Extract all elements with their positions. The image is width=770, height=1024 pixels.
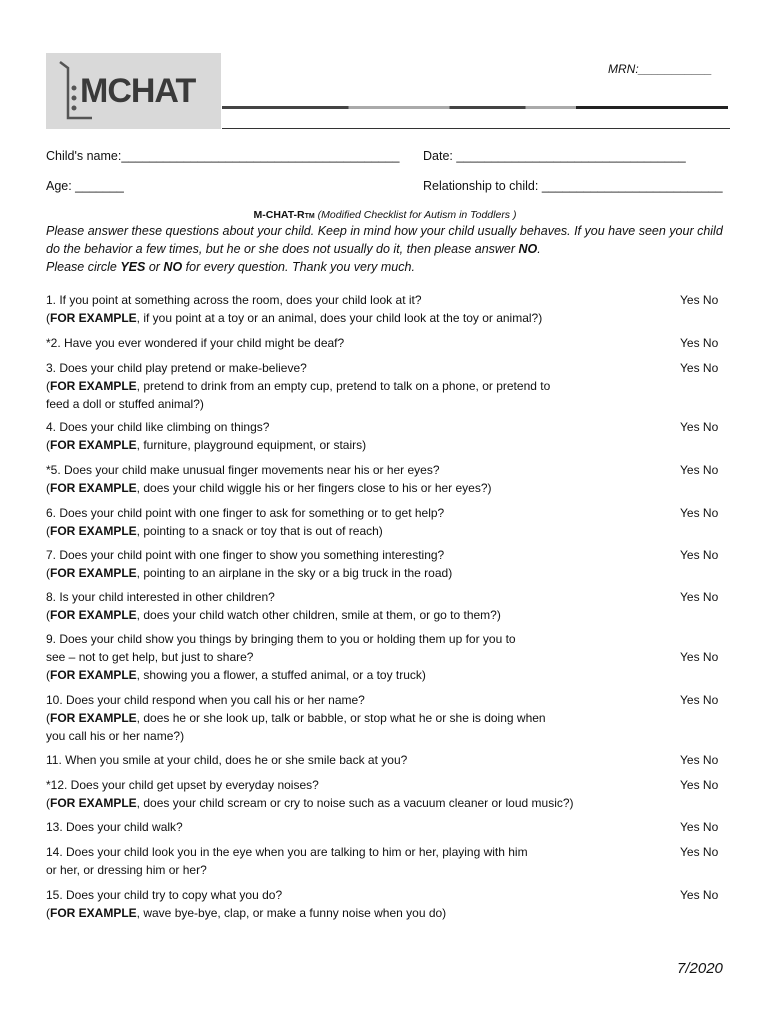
question-9: 9. Does your child show you things by bringing them to you or holding them up for you to see – not to get help, but just to share? (FOR EXAMPLE, showing you a flower, a stuffed animal, or a toy truck) [46, 632, 516, 682]
child-name-field[interactable]: Child's name:________________________________________ [46, 149, 400, 163]
header-rule-top [222, 106, 728, 109]
answer-10[interactable]: Yes No [680, 693, 719, 707]
answer-1[interactable]: Yes No [680, 293, 719, 307]
question-14: 14. Does your child look you in the eye when you are talking to him or her, playing with him or her, or dressing him or her? [46, 845, 528, 877]
answer-9[interactable]: Yes No [680, 650, 719, 664]
answer-3[interactable]: Yes No [680, 361, 719, 375]
question-12: *12. Does your child get upset by everyday noises? (FOR EXAMPLE, does your child scream or cry to noise such as a vacuum cleaner or loud music?) [46, 778, 574, 810]
age-field[interactable]: Age: _______ [46, 179, 124, 193]
question-6: 6. Does your child point with one finger to ask for something or to get help? (FOR EXAMPLE, pointing to a snack or toy that is out of reach) [46, 506, 445, 538]
mrn-label: MRN:___________ [608, 62, 713, 76]
question-15: 15. Does your child try to copy what you do? (FOR EXAMPLE, wave bye-bye, clap, or make a funny noise when you do) [46, 888, 447, 920]
question-8: 8. Is your child interested in other children? (FOR EXAMPLE, does your child watch other children, smile at them, or go to them?) [46, 590, 501, 622]
answer-4[interactable]: Yes No [680, 420, 719, 434]
question-13: 13. Does your child walk? [46, 820, 183, 834]
answer-14[interactable]: Yes No [680, 845, 719, 859]
question-5: *5. Does your child make unusual finger movements near his or her eyes? (FOR EXAMPLE, does your child wiggle his or her fingers close to his or her eyes?) [46, 463, 492, 495]
form-title: M-CHAT-RTM (Modified Checklist for Autism in Toddlers ) [253, 209, 517, 221]
answer-12[interactable]: Yes No [680, 778, 719, 792]
answer-11[interactable]: Yes No [680, 753, 719, 767]
answer-15[interactable]: Yes No [680, 888, 719, 902]
instructions: Please answer these questions about your child. Keep in mind how your child usually behaves. If you have seen your child do the behavior a few times, but he or she does not usually do it, then please answer NO. Please circle YES or NO for every question. Thank you very much. [46, 224, 723, 274]
question-3: 3. Does your child play pretend or make-believe? (FOR EXAMPLE, pretend to drink from an empty cup, pretend to talk on a phone, or pretend to feed a doll or stuffed animal?) [46, 361, 551, 411]
header-rule-bottom [222, 128, 730, 129]
question-11: 11. When you smile at your child, does he or she smile back at you? [46, 753, 408, 767]
answer-13[interactable]: Yes No [680, 820, 719, 834]
question-1: 1. If you point at something across the room, does your child look at it? (FOR EXAMPLE, if you point at a toy or an animal, does your child look at the toy or animal?) [46, 293, 543, 325]
answer-6[interactable]: Yes No [680, 506, 719, 520]
answer-7[interactable]: Yes No [680, 548, 719, 562]
question-2: *2. Have you ever wondered if your child might be deaf? [46, 336, 345, 350]
relationship-field[interactable]: Relationship to child: __________________________ [423, 179, 723, 193]
answer-8[interactable]: Yes No [680, 590, 719, 604]
footer-date: 7/2020 [677, 960, 723, 977]
answer-2[interactable]: Yes No [680, 336, 719, 350]
question-10: 10. Does your child respond when you call his or her name? (FOR EXAMPLE, does he or she look up, talk or babble, or stop what he or she is doing when you call his or her name?) [46, 693, 546, 743]
answer-5[interactable]: Yes No [680, 463, 719, 477]
logo-text: MCHAT [80, 72, 196, 110]
date-field[interactable]: Date: _________________________________ [423, 149, 686, 163]
question-7: 7. Does your child point with one finger to show you something interesting? (FOR EXAMPLE, pointing to an airplane in the sky or a big truck in the road) [46, 548, 453, 580]
question-4: 4. Does your child like climbing on things? (FOR EXAMPLE, furniture, playground equipment, or stairs) [46, 420, 367, 452]
